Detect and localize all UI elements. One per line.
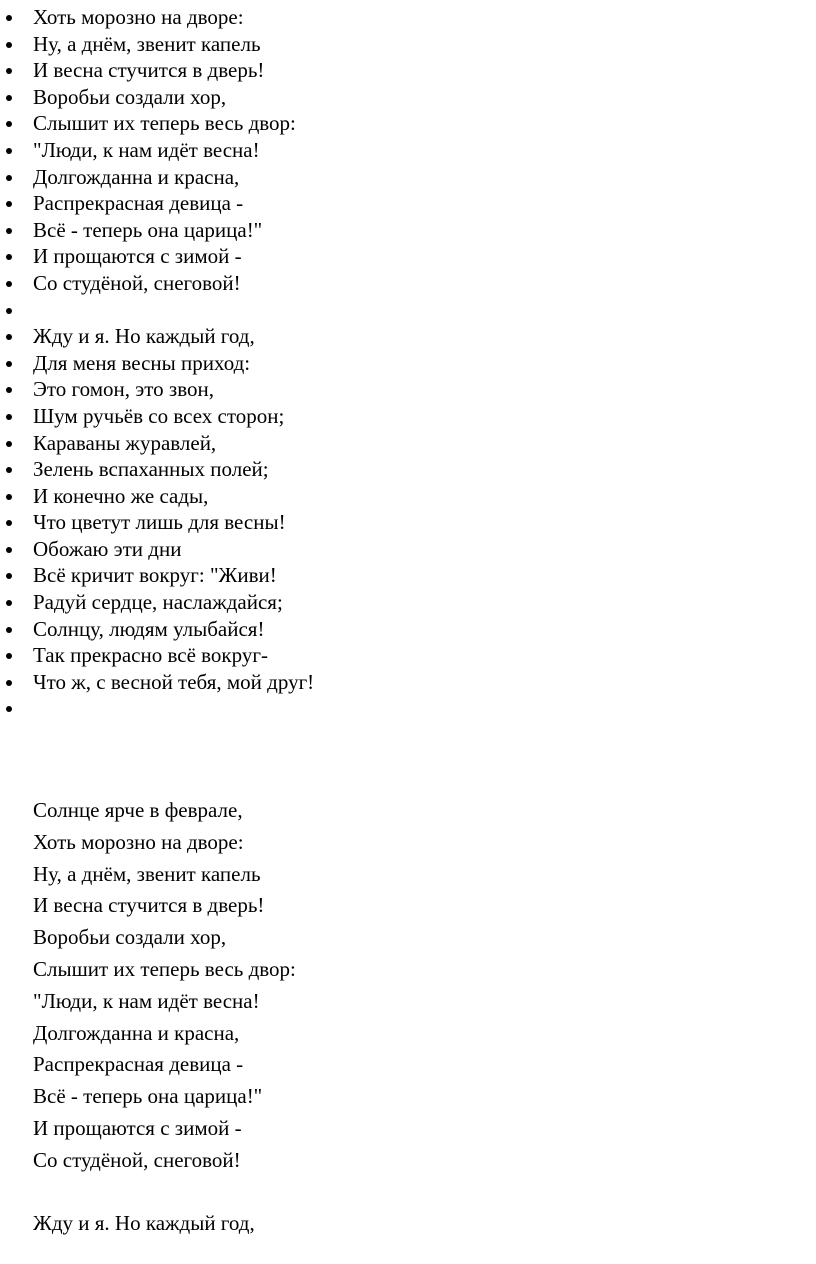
- list-item: Для меня весны приход:: [0, 350, 314, 377]
- poem-line: Ну, а днём, звенит капель: [33, 861, 261, 886]
- list-item: Со студёной, снеговой!: [0, 270, 314, 297]
- list-item: И конечно же сады,: [0, 483, 314, 510]
- list-item: Караваны журавлей,: [0, 430, 314, 457]
- list-item: Что ж, с весной тебя, мой друг!: [0, 669, 314, 696]
- poem-line: Слышит их теперь весь двор:: [33, 956, 296, 981]
- stanza-gap: [33, 1177, 296, 1209]
- poem-line: Солнце ярче в феврале,: [33, 798, 243, 822]
- list-item: Что цветут лишь для весны!: [0, 509, 314, 536]
- list-item: Воробьи создали хор,: [0, 84, 314, 111]
- poem-line: Жду и я. Но каждый год,: [33, 1211, 255, 1236]
- poem-line: Воробьи создали хор,: [33, 925, 227, 950]
- list-item: Так прекрасно всё вокруг-: [0, 642, 314, 669]
- poem-line: "Люди, к нам идёт весна!: [33, 988, 260, 1013]
- list-item: Долгожданна и красна,: [0, 164, 314, 191]
- list-item: Это гомон, это звон,: [0, 376, 314, 403]
- list-item: Солнцу, людям улыбайся!: [0, 616, 314, 643]
- list-item: Радуй сердце, наслаждайся;: [0, 589, 314, 616]
- list-item: Зелень вспаханных полей;: [0, 456, 314, 483]
- list-item: И весна стучится в дверь!: [0, 57, 314, 84]
- list-item: Хоть морозно на дворе:: [0, 4, 314, 31]
- list-item: Ну, а днём, звенит капель: [0, 31, 314, 58]
- list-item-empty: [0, 297, 314, 324]
- list-item: Жду и я. Но каждый год,: [0, 323, 314, 350]
- list-item: Шум ручьёв со всех сторон;: [0, 403, 314, 430]
- plain-poem-block: [33, 795, 296, 1240]
- bulleted-poem-list: [0, 4, 314, 722]
- list-item-empty: [0, 695, 314, 722]
- list-item: Обожаю эти дни: [0, 536, 314, 563]
- list-item: Слышит их теперь весь двор:: [0, 110, 314, 137]
- poem-line: Всё - теперь она царица!": [33, 1084, 263, 1109]
- list-item: "Люди, к нам идёт весна!: [0, 137, 314, 164]
- list-item: Распрекрасная девица -: [0, 190, 314, 217]
- poem-line: И прощаются с зимой -: [33, 1115, 242, 1140]
- list-item: Всё - теперь она царица!": [0, 217, 314, 244]
- poem-line: Распрекрасная девица -: [33, 1052, 244, 1077]
- list-item: Всё кричит вокруг: "Живи!: [0, 562, 314, 589]
- poem-line: Хоть морозно на дворе:: [33, 829, 244, 854]
- list-item: И прощаются с зимой -: [0, 243, 314, 270]
- poem-line: Со студёной, снеговой!: [33, 1147, 241, 1172]
- poem-line: Долгожданна и красна,: [33, 1020, 240, 1045]
- poem-line: И весна стучится в дверь!: [33, 893, 265, 918]
